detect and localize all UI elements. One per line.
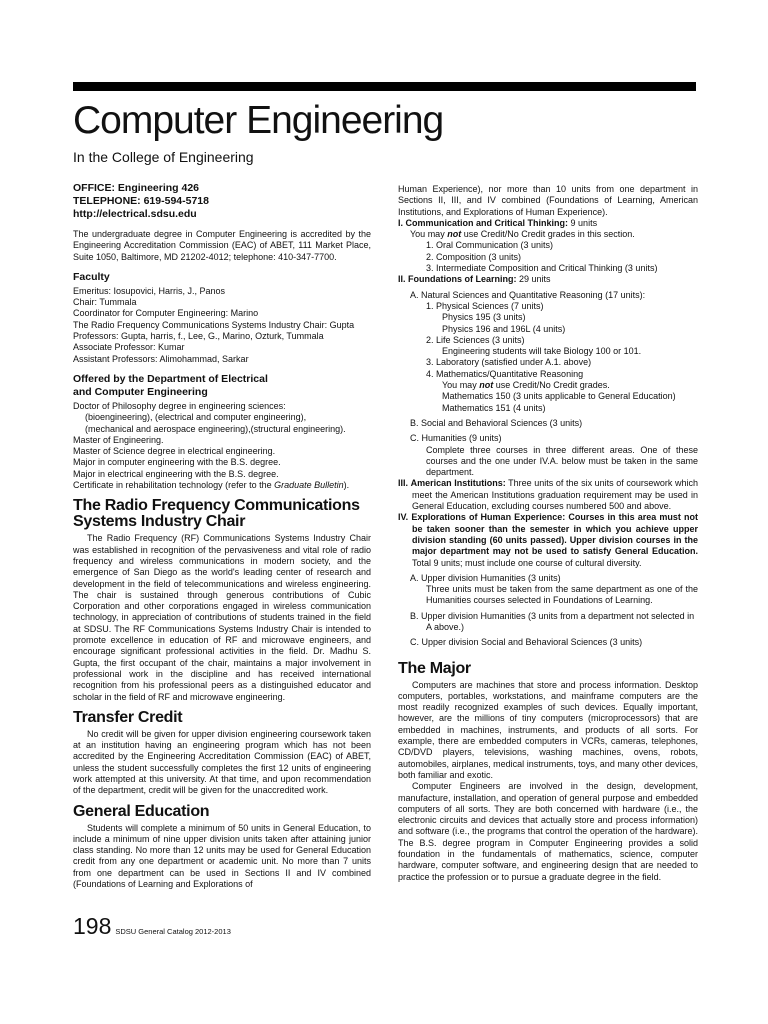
- faculty-line: Associate Professor: Kumar: [73, 342, 185, 353]
- section-3-title: American Institutions:: [410, 478, 506, 489]
- offered-line: Master of Engineering.: [73, 434, 164, 445]
- faculty-heading: Faculty: [73, 270, 110, 283]
- section-4a: A. Upper division Humanities (3 units): [410, 572, 561, 583]
- section-1-title: Communication and Critical Thinking:: [405, 217, 569, 228]
- offered-line: Major in computer engineering with the B.S. degree.: [73, 457, 281, 468]
- left-column: [73, 182, 371, 890]
- section-2a3: 3. Laboratory (satisfied under A.1. above): [426, 357, 592, 368]
- transfer-credit-body: No credit will be given for upper division engineering coursework taken at an institution having an engineering program which has not been accredited by the Engineering Accreditation Commission (EAC) of ABET, unless the student successfully completes the first 12 units of engineering work attempted at this university. At that time, and upon recommendation of the department, credit will be given for the unaccredited work.: [73, 728, 371, 796]
- page-subtitle: In the College of Engineering: [73, 149, 254, 165]
- office-url-link[interactable]: http://electrical.sdsu.edu: [73, 208, 197, 220]
- ge-section-1: I. Communication and Critical Thinking: 9 units: [398, 217, 598, 228]
- offered-line: (mechanical and aerospace engineering),(structural engineering).: [85, 423, 346, 434]
- general-education-heading: General Education: [73, 802, 210, 820]
- ge-section-3: III. American Institutions: Three units of the six units of coursework which meet the American Institutions graduation requirement may be used in General Education, excluding courses numbered 500 and above.: [398, 478, 698, 512]
- section-1-item: 3. Intermediate Composition and Critical Thinking (3 units): [426, 263, 658, 274]
- faculty-line: The Radio Frequency Communications Systems Industry Chair: Gupta: [73, 319, 355, 330]
- page-footer: [73, 913, 231, 939]
- major-paragraph-2: Computer Engineers are involved in the design, development, manufacture, installation, and operation of general purpose and embedded computers of all sorts. They are both concerned with hardware (i.e., the electronic circuits and devices that actually store and process information) and software (i.e., the programs that control the operation of the hardware). The B.S. degree program in Computer Engineering provides a solid foundation in the fundamentals of mathematics, science, computer hardware, computer software, and engineering design that are needed to practice the profession or to pursue a graduate degree in the field.: [398, 781, 698, 882]
- offered-list: [73, 401, 371, 491]
- offered-heading: Offered by the Department of Electrical and Computer Engineering: [73, 372, 268, 398]
- faculty-line: Chair: Tummala: [73, 297, 137, 308]
- faculty-line: Professors: Gupta, harris, f., Lee, G., Marino, Ozturk, Tummala: [73, 331, 324, 342]
- offered-line: Master of Science degree in electrical engineering.: [73, 446, 276, 457]
- section-1-item: 2. Composition (3 units): [426, 251, 522, 262]
- section-2a1-line: Physics 196 and 196L (4 units): [442, 323, 566, 334]
- top-rule: [73, 82, 696, 91]
- faculty-line: Assistant Professors: Alimohammad, Sarkar: [73, 353, 249, 364]
- offered-line: (bioengineering), (electrical and computer engineering),: [85, 412, 307, 423]
- section-2c-body: Complete three courses in three different areas. One of these courses and the one under IV.A. below must be taken in the same department.: [426, 444, 698, 478]
- transfer-credit-heading: Transfer Credit: [73, 708, 183, 726]
- major-heading: The Major: [398, 659, 471, 677]
- section-2c: C. Humanities (9 units): [410, 433, 502, 444]
- section-2a: A. Natural Sciences and Quantitative Reasoning (17 units):: [410, 289, 646, 300]
- ge-section-2: II. Foundations of Learning: 29 units: [398, 274, 551, 285]
- section-2a1: 1. Physical Sciences (7 units): [426, 300, 544, 311]
- graduate-bulletin-ref: Graduate Bulletin: [274, 480, 344, 491]
- major-paragraph-1: Computers are machines that store and process information. Desktop computers, portables, workstations, and mainframe computers are the most readily recognized examples of such devices. Equally important, however, are the millions of tiny computers (microprocessors) that are embedded in machines, instruments, and products of all sorts. For example, there are embedded computers in VCRs, cameras, telephones, CD/DVD players, televisions, washing machines, ovens, robots, automobiles, airplanes, medical instruments, toys, and many other devices, both familiar and exotic.: [398, 679, 698, 780]
- section-1-item: 1. Oral Communication (3 units): [426, 240, 554, 251]
- ge-section-4: IV. Explorations of Human Experience: Courses in this area must not be taken sooner than the semester in which you achieve upper division standing (60 units passed). Upper division courses in the major department may not be used to satisfy General Education. Total 9 units; must include one course of cultural diversity.: [398, 512, 698, 568]
- section-2a2: 2. Life Sciences (3 units): [426, 334, 525, 345]
- section-4a-body: Three units must be taken from the same department as one of the Humanities courses selected in Foundations of Learning.: [426, 584, 698, 606]
- offered-line: Doctor of Philosophy degree in engineering sciences:: [73, 400, 286, 411]
- rf-chair-body: The Radio Frequency (RF) Communications Systems Industry Chair was established in recognition of the pervasiveness and vital role of radio frequency and wireless communications in modern society, and the emergence of San Diego as the world's leading center of research and development in the field of telecommunications and wireless engineering. The chair is sustained through generous contributions of Cubic Corporation and other corporations engaged in wireless communication technology, in appreciation of contributions of students trained in the field at SDSU. The RF Communications Systems Industry Chair is intended to promote excellence in education of RF and microwave engineers, and encourage significant professional activities in the field. Dr. Madhu S. Gupta, the first occupant of the chair, maintains a major involvement in professional work in the discipline and has received international recognition from his professional peers as a distinguished educator and scholar in the field of RF and microwave engineering.: [73, 533, 371, 702]
- section-2a2-line: Engineering students will take Biology 100 or 101.: [442, 346, 642, 357]
- section-2b: B. Social and Behavioral Sciences (3 units): [410, 417, 583, 428]
- office-block: [73, 182, 371, 221]
- page-number: 198: [73, 913, 112, 939]
- section-1-note: You may not use Credit/No Credit grades in this section.: [410, 229, 635, 240]
- general-education-body-cont: Human Experience), nor more than 10 units from one department in Sections II, III, and IV combined (Foundations of Learning, American Institutions, and Explorations of Human Experience).: [398, 184, 698, 217]
- catalog-name: SDSU General Catalog 2012-2013: [115, 927, 231, 936]
- rf-chair-heading: The Radio Frequency Communications Systems Industry Chair: [73, 497, 360, 531]
- section-2a4-note: You may not use Credit/No Credit grades.: [442, 380, 610, 391]
- offered-line: Major in electrical engineering with the B.S. degree.: [73, 468, 279, 479]
- section-2-title: Foundations of Learning:: [408, 274, 517, 285]
- section-2a4-line: Mathematics 150 (3 units applicable to General Education): [442, 391, 676, 402]
- section-2a1-line: Physics 195 (3 units): [442, 312, 526, 323]
- faculty-line: Emeritus: Iosupovici, Harris, J., Panos: [73, 285, 226, 296]
- section-4-title: Explorations of Human Experience:: [411, 512, 566, 523]
- section-2a4-line: Mathematics 151 (4 units): [442, 402, 546, 413]
- certificate-line: Certificate in rehabilitation technology (refer to the Graduate Bulletin).: [73, 480, 350, 491]
- office-telephone: TELEPHONE: 619-594-5718: [73, 195, 209, 207]
- accreditation-text: The undergraduate degree in Computer Engineering is accredited by the Engineering Accreditation Commission (EAC) of ABET, 111 Market Place, Suite 1050, Baltimore, MD 21202-4012; telephone: 410-347-7700.: [73, 229, 371, 262]
- right-column: [398, 184, 698, 883]
- faculty-list: [73, 286, 371, 365]
- section-4b: B. Upper division Humanities (3 units from a department not selected in A above.): [410, 610, 695, 632]
- page-title: Computer Engineering: [73, 99, 444, 142]
- section-4c: C. Upper division Social and Behavioral Sciences (3 units): [410, 637, 643, 648]
- section-2a4: 4. Mathematics/Quantitative Reasoning: [426, 368, 584, 379]
- faculty-line: Coordinator for Computer Engineering: Marino: [73, 308, 259, 319]
- general-education-body: Students will complete a minimum of 50 units in General Education, to include a minimum of nine upper division units taken after attaining junior class standing. No more than 12 units may be used for General Education credit from any one department or academic unit. No more than 7 units from one department can be used in Sections II and IV combined (Foundations of Learning and Explorations of: [73, 822, 371, 890]
- office-location: OFFICE: Engineering 426: [73, 182, 200, 194]
